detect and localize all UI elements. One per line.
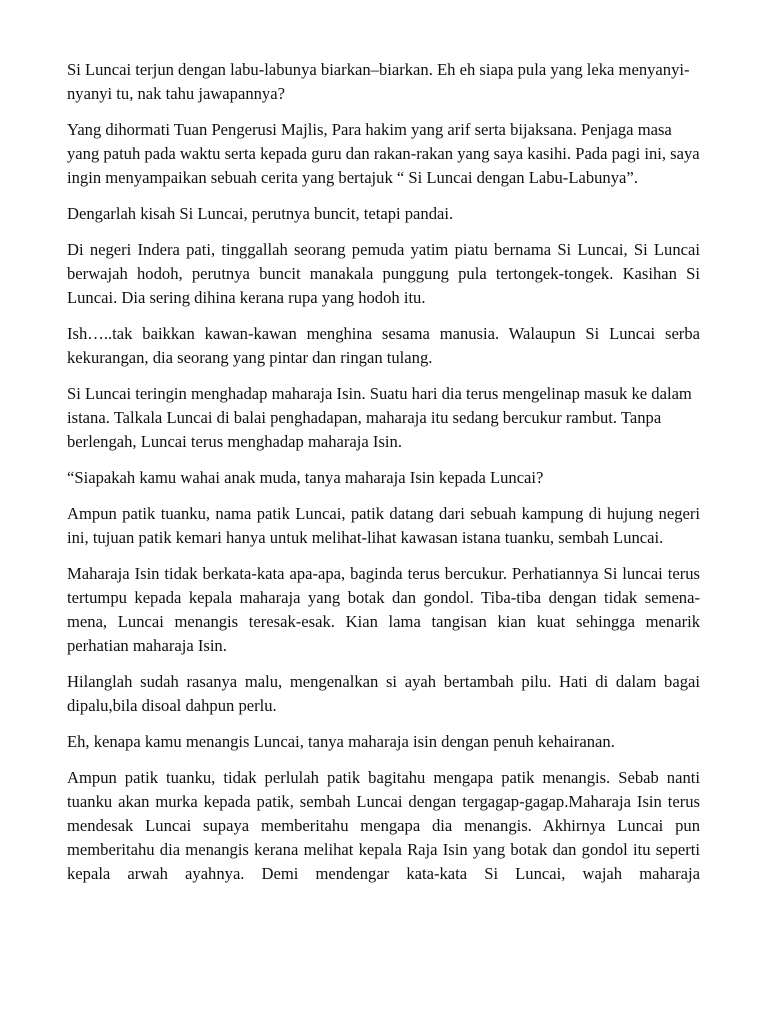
paragraph: Di negeri Indera pati, tinggallah seorang pemuda yatim piatu bernama Si Luncai, Si Luncai berwajah hodoh, perutnya buncit manakala punggung pula tertongek-tongek. Kasihan Si Luncai. Dia sering dihina kerana rupa yang hodoh itu.: [67, 240, 700, 307]
paragraph: Maharaja Isin tidak berkata-kata apa-apa, baginda terus bercukur. Perhatiannya Si luncai terus tertumpu kepada kepala maharaja yang botak dan gondol. Tiba-tiba dengan tidak semena-mena, Luncai menangis teresak-esak. Kian lama tangisan kian kuat sehingga menarik perhatian maharaja Isin.: [67, 564, 700, 655]
paragraph: Si Luncai teringin menghadap maharaja Isin. Suatu hari dia terus mengelinap masuk ke dalam istana. Talkala Luncai di balai penghadapan, maharaja itu sedang bercukur rambut. Tanpa berlengah, Luncai terus menghadap maharaja Isin.: [67, 384, 692, 451]
paragraph: Ampun patik tuanku, tidak perlulah patik bagitahu mengapa patik menangis. Sebab nanti tuanku akan murka kepada patik, sembah Luncai dengan tergagap-gagap.Maharaja Isin terus mendesak Luncai supaya memberitahu mengapa dia menangis. Akhirnya Luncai pun memberitahu dia menangis kerana melihat kepala Raja Isin yang botak dan gondol itu seperti kepala arwah ayahnya. Demi mendengar kata-kata Si Luncai, wajah maharaja: [67, 768, 700, 883]
paragraph: “Siapakah kamu wahai anak muda, tanya maharaja Isin kepada Luncai?: [67, 468, 544, 487]
paragraph: Dengarlah kisah Si Luncai, perutnya buncit, tetapi pandai.: [67, 204, 454, 223]
paragraph: Si Luncai terjun dengan labu-labunya biarkan–biarkan. Eh eh siapa pula yang leka menyanyi-nyanyi tu, nak tahu jawapannya?: [67, 60, 690, 103]
paragraph: Ampun patik tuanku, nama patik Luncai, patik datang dari sebuah kampung di hujung negeri ini, tujuan patik kemari hanya untuk melihat-lihat kawasan istana tuanku, sembah Luncai.: [67, 504, 700, 547]
paragraph: Hilanglah sudah rasanya malu, mengenalkan si ayah bertambah pilu. Hati di dalam bagai dipalu,bila disoal dahpun perlu.: [67, 672, 700, 715]
paragraph: Ish…..tak baikkan kawan-kawan menghina sesama manusia. Walaupun Si Luncai serba kekurangan, dia seorang yang pintar dan ringan tulang.: [67, 324, 700, 367]
paragraph: Eh, kenapa kamu menangis Luncai, tanya maharaja isin dengan penuh kehairanan.: [67, 732, 615, 751]
document-page: [67, 58, 700, 898]
paragraph: Yang dihormati Tuan Pengerusi Majlis, Para hakim yang arif serta bijaksana. Penjaga masa yang patuh pada waktu serta kepada guru dan rakan-rakan yang saya kasihi. Pada pagi ini, saya ingin menyampaikan sebuah cerita yang bertajuk “ Si Luncai dengan Labu-Labunya”.: [67, 120, 700, 187]
